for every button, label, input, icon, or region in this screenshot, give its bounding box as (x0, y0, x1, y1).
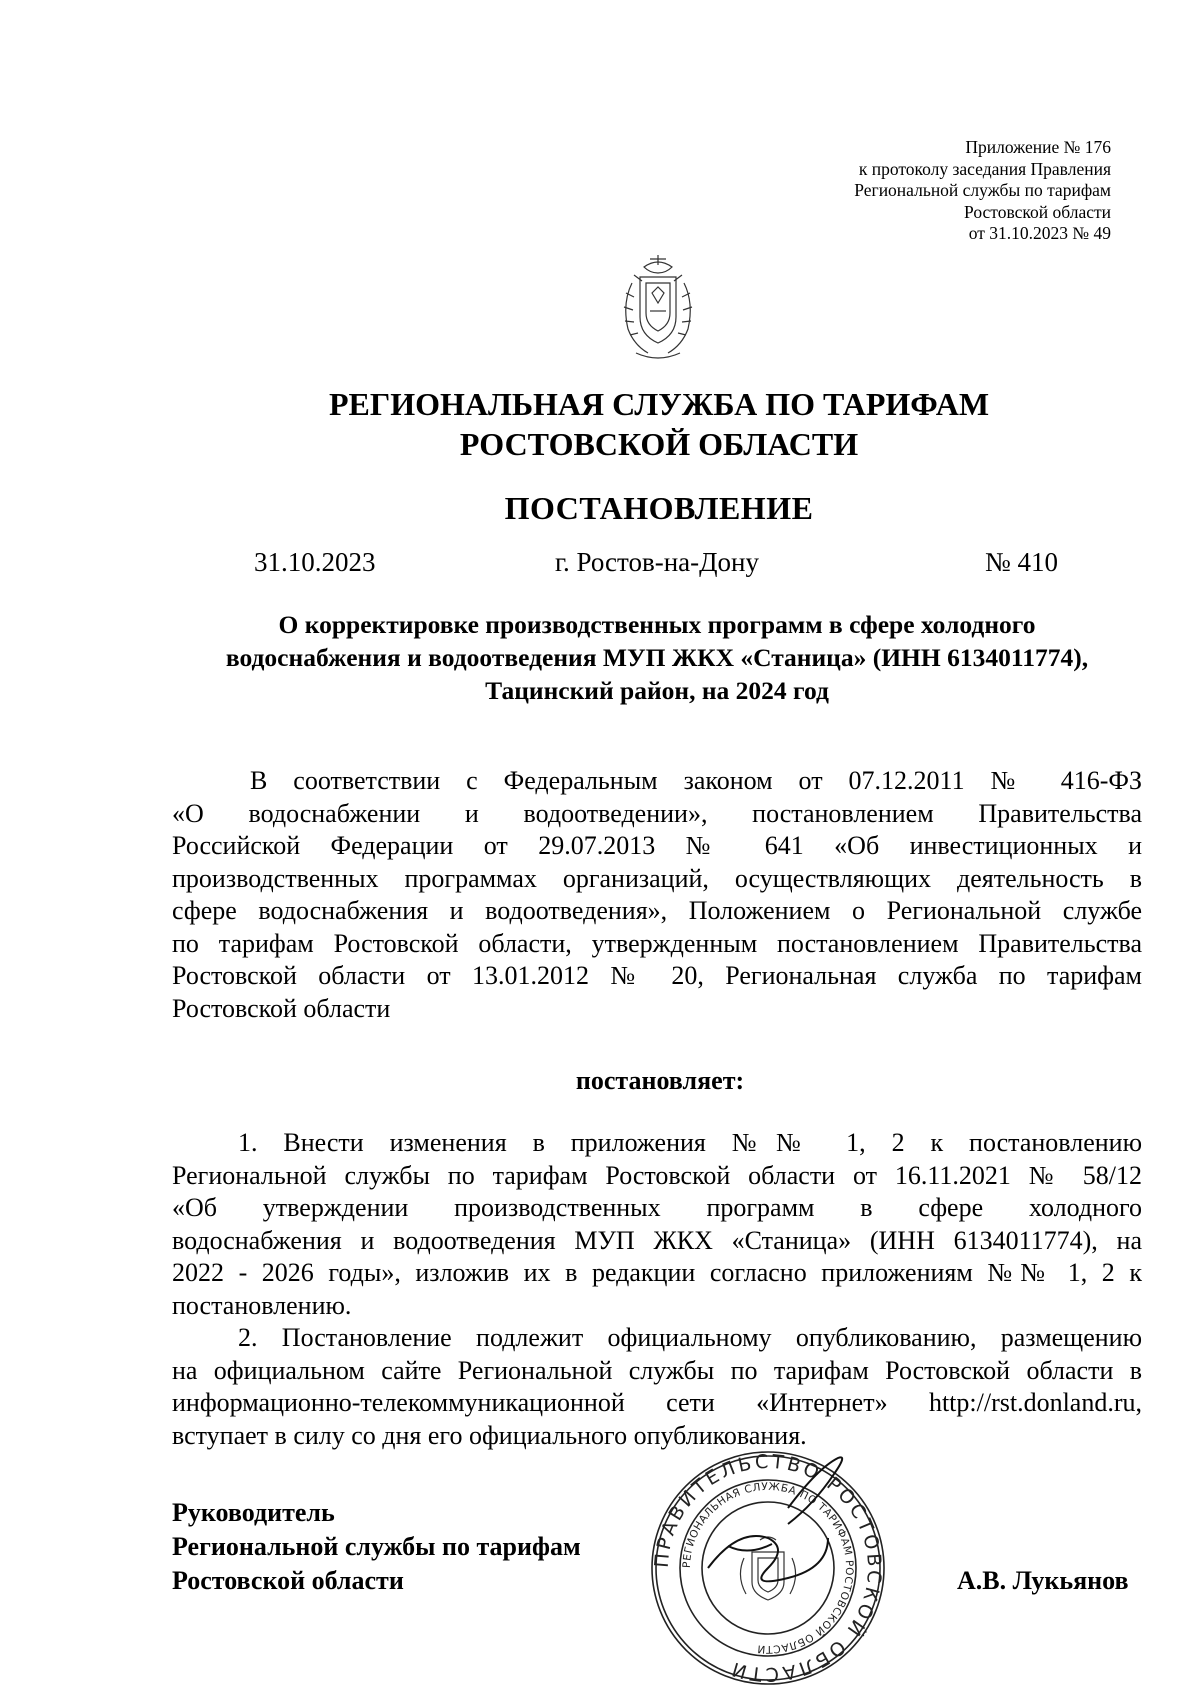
preamble-line: сфере водоснабжения и водоотведения», Положением о Региональной службе (172, 896, 1142, 925)
signer-position (172, 1496, 581, 1598)
appendix-line: Региональной службы по тарифам (854, 180, 1111, 200)
signer-position-line: Руководитель (172, 1498, 335, 1527)
preamble-line: производственных программах организаций, осуществляющих деятельность в (172, 863, 1142, 893)
organization-name-line: РОСТОВСКОЙ ОБЛАСТИ (459, 426, 859, 462)
signer-name: А.В. Лукьянов (957, 1566, 1129, 1595)
item-1-line: 1. Внести изменения в приложения №№ 1, 2 к постановлению (238, 1128, 1142, 1157)
preamble-line: В соответствии с Федеральным законом от 07.12.2011 № 416-ФЗ (250, 766, 1142, 795)
organization-name (0, 384, 1200, 464)
item-2-paragraph (172, 1322, 1142, 1452)
document-city: г. Ростов-на-Дону (555, 547, 760, 577)
document-title-line: водоснабжения и водоотведения МУП ЖКХ «Станица» (ИНН 6134011774), (225, 643, 1089, 672)
document-date: 31.10.2023 (254, 547, 376, 577)
item-1-line: Региональной службы по тарифам Ростовской области от 16.11.2021 № 58/12 (172, 1160, 1142, 1190)
item-1-line: постановлению. (172, 1290, 352, 1320)
document-number: № 410 (985, 547, 1059, 577)
item-1-line: «Об утверждении производственных программ в сфере холодного (172, 1193, 1142, 1222)
appendix-reference (854, 137, 1111, 245)
item-2-line: вступает в силу со дня его официального опубликования. (172, 1420, 807, 1450)
preamble-line: Российской Федерации от 29.07.2013 № 641 «Об инвестиционных и (172, 831, 1142, 860)
signer-position-line: Региональной службы по тарифам (172, 1532, 581, 1561)
appendix-line: Ростовской области (964, 201, 1111, 222)
item-2-line: информационно-телекоммуникационной сети «Интернет» http://rst.donland.ru, (172, 1388, 1142, 1417)
item-2-line: на официальном сайте Региональной службы по тарифам Ростовской области в (172, 1355, 1142, 1385)
preamble-line: по тарифам Ростовской области, утвержденным постановлением Правительства (172, 928, 1142, 958)
coat-of-arms-icon (610, 253, 706, 363)
item-1-paragraph (172, 1127, 1142, 1322)
seal-outer-text: ПРАВИТЕЛЬСТВО РОСТОВСКОЙ ОБЛАСТИ (650, 1450, 886, 1686)
document-type: ПОСТАНОВЛЕНИЕ (504, 490, 814, 526)
document-title-line: О корректировке производственных программ в сфере холодного (278, 610, 1036, 639)
seal-inner-text: РЕГИОНАЛЬНАЯ СЛУЖБА ПО ТАРИФАМ РОСТОВСКОЙ ОБЛАСТИ (680, 1480, 856, 1656)
organization-name-line: РЕГИОНАЛЬНАЯ СЛУЖБА ПО ТАРИФАМ (328, 386, 990, 422)
signer-position-line: Ростовской области (172, 1566, 404, 1595)
appendix-line: от 31.10.2023 № 49 (968, 223, 1111, 243)
decrees-label: постановляет: (575, 1066, 745, 1095)
item-1-line: 2022 - 2026 годы», изложив их в редакции согласно приложениям №№ 1, 2 к (172, 1258, 1142, 1287)
preamble-line: Ростовской области от 13.01.2012 № 20, Региональная служба по тарифам (172, 961, 1142, 990)
official-seal-icon (648, 1448, 888, 1688)
appendix-line: к протоколу заседания Правления (858, 158, 1111, 179)
appendix-line: Приложение № 176 (965, 137, 1111, 157)
preamble-paragraph (172, 765, 1142, 1025)
document-title (172, 608, 1142, 707)
preamble-line: «О водоснабжении и водоотведении», постановлением Правительства (172, 798, 1142, 828)
document-title-line: Тацинский район, на 2024 год (485, 676, 829, 705)
item-1-line: водоснабжения и водоотведения МУП ЖКХ «Станица» (ИНН 6134011774), на (172, 1225, 1142, 1255)
preamble-line: Ростовской области (172, 993, 391, 1023)
item-2-line: 2. Постановление подлежит официальному опубликованию, размещению (238, 1323, 1142, 1352)
